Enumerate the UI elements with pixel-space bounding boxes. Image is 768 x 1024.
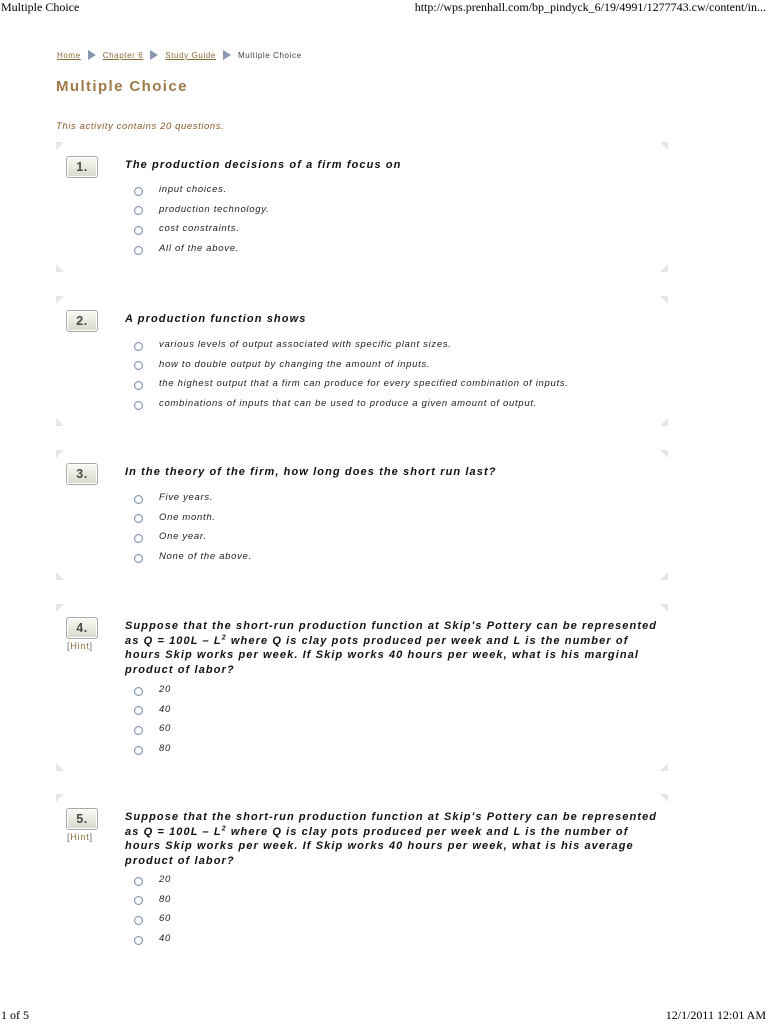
page-counter: 1 of 5 — [1, 1008, 29, 1022]
question-text-part: Suppose that the short-run production function at Skip's Pottery can be represented as Q = 100L – L — [125, 620, 658, 647]
question-number-badge: 5. — [66, 808, 98, 830]
choice-list — [134, 335, 694, 413]
choice-option[interactable] — [134, 929, 694, 949]
panel-corner — [660, 142, 668, 150]
choice-label: 60 — [159, 913, 171, 925]
choice-label: One month. — [159, 511, 216, 523]
question-text — [125, 810, 665, 868]
choice-label: 60 — [159, 723, 171, 735]
choice-label: Five years. — [159, 492, 214, 504]
radio-button[interactable] — [134, 495, 143, 504]
choice-label: various levels of output associated with specific plant sizes. — [159, 339, 452, 351]
choice-option[interactable] — [134, 394, 694, 414]
question-text — [125, 619, 665, 677]
choice-label: input choices. — [159, 184, 227, 196]
choice-label: 80 — [159, 893, 171, 905]
radio-button[interactable] — [134, 687, 143, 696]
choice-label: how to double output by changing the amount of inputs. — [159, 358, 431, 370]
page-title: Multiple Choice — [56, 78, 188, 95]
choice-list — [134, 180, 694, 258]
radio-button[interactable] — [134, 514, 143, 523]
panel-corner — [660, 296, 668, 304]
radio-button[interactable] — [134, 706, 143, 715]
choice-label: production technology. — [159, 203, 270, 215]
question-text-part: where Q is clay pots produced per week and L is the number of hours Skip works per week. If Skip works 40 hours per week, what is his marginal product of labor? — [125, 634, 640, 676]
choice-option[interactable] — [134, 508, 694, 528]
radio-button[interactable] — [134, 726, 143, 735]
question-number-badge: 4. — [66, 617, 98, 639]
choice-option[interactable] — [134, 335, 694, 355]
panel-corner — [56, 604, 64, 612]
choice-list — [134, 488, 694, 566]
radio-button[interactable] — [134, 246, 143, 255]
choice-label: cost constraints. — [159, 223, 240, 235]
hint-label: Hint — [70, 832, 90, 842]
panel-corner — [56, 418, 64, 426]
choice-option[interactable] — [134, 739, 694, 759]
radio-button[interactable] — [134, 916, 143, 925]
superscript: 2 — [221, 633, 227, 641]
choice-option[interactable] — [134, 488, 694, 508]
choice-option[interactable] — [134, 870, 694, 890]
radio-button[interactable] — [134, 877, 143, 886]
intro-text: This activity contains 20 questions. — [56, 121, 225, 132]
radio-button[interactable] — [134, 936, 143, 945]
choice-label: One year. — [159, 531, 207, 543]
question-text: The production decisions of a firm focus on — [125, 159, 402, 171]
choice-list — [134, 680, 694, 758]
choice-option[interactable] — [134, 180, 694, 200]
radio-button[interactable] — [134, 746, 143, 755]
hint-link[interactable]: [Hint] — [67, 641, 93, 651]
breadcrumb-home-link[interactable]: Home — [57, 50, 81, 60]
choice-option[interactable] — [134, 374, 694, 394]
radio-button[interactable] — [134, 187, 143, 196]
choice-option[interactable] — [134, 700, 694, 720]
choice-option[interactable] — [134, 909, 694, 929]
radio-button[interactable] — [134, 342, 143, 351]
panel-corner — [660, 264, 668, 272]
choice-option[interactable] — [134, 239, 694, 259]
hint-link[interactable]: [Hint] — [67, 832, 93, 842]
print-header-url: http://wps.prenhall.com/bp_pindyck_6/19/4991/1277743.cw/content/in... — [414, 0, 766, 14]
radio-button[interactable] — [134, 554, 143, 563]
choice-label: All of the above. — [159, 243, 240, 255]
choice-label: 20 — [159, 684, 171, 696]
panel-corner — [660, 763, 668, 771]
panel-corner — [56, 296, 64, 304]
choice-label: 40 — [159, 933, 171, 945]
choice-option[interactable] — [134, 219, 694, 239]
choice-option[interactable] — [134, 355, 694, 375]
breadcrumb-arrow-icon — [150, 50, 158, 60]
panel-corner — [56, 794, 64, 802]
breadcrumb-current: Multiple Choice — [237, 50, 302, 60]
hint-label: Hint — [70, 641, 90, 651]
question-text-part: Suppose that the short-run production function at Skip's Pottery can be represented as Q = 100L – L — [125, 811, 658, 838]
question-text-part: where Q is clay pots produced per week and L is the number of hours Skip works per week. If Skip works 40 hours per week, what is his average product of labor? — [125, 825, 634, 867]
panel-corner — [56, 763, 64, 771]
panel-corner — [56, 264, 64, 272]
superscript: 2 — [221, 824, 227, 832]
choice-option[interactable] — [134, 719, 694, 739]
radio-button[interactable] — [134, 361, 143, 370]
question-text: A production function shows — [125, 313, 307, 325]
breadcrumb-study-guide-link[interactable]: Study Guide — [165, 50, 216, 60]
choice-label: combinations of inputs that can be used to produce a given amount of output. — [159, 398, 537, 410]
print-header-title: Multiple Choice — [1, 0, 80, 14]
panel-corner — [660, 418, 668, 426]
choice-label: 40 — [159, 703, 171, 715]
panel-corner — [56, 572, 64, 580]
choice-label: 80 — [159, 743, 171, 755]
question-number-badge: 1. — [66, 156, 98, 178]
choice-option[interactable] — [134, 200, 694, 220]
radio-button[interactable] — [134, 226, 143, 235]
print-footer — [0, 1008, 768, 1024]
breadcrumb-arrow-icon — [88, 50, 96, 60]
radio-button[interactable] — [134, 206, 143, 215]
question-number-badge: 3. — [66, 463, 98, 485]
choice-label: None of the above. — [159, 551, 252, 563]
radio-button[interactable] — [134, 401, 143, 410]
radio-button[interactable] — [134, 381, 143, 390]
breadcrumb-arrow-icon — [223, 50, 231, 60]
panel-corner — [56, 142, 64, 150]
panel-corner — [660, 794, 668, 802]
print-datetime: 12/1/2011 12:01 AM — [665, 1008, 766, 1022]
choice-option[interactable] — [134, 527, 694, 547]
breadcrumb-chapter-link[interactable]: Chapter 6 — [102, 50, 144, 60]
choice-option[interactable] — [134, 680, 694, 700]
panel-corner — [56, 450, 64, 458]
print-header — [0, 0, 768, 16]
question-number-badge: 2. — [66, 310, 98, 332]
radio-button[interactable] — [134, 534, 143, 543]
choice-option[interactable] — [134, 547, 694, 567]
panel-corner — [660, 604, 668, 612]
radio-button[interactable] — [134, 896, 143, 905]
panel-corner — [660, 450, 668, 458]
question-text: In the theory of the firm, how long does the short run last? — [125, 466, 497, 478]
breadcrumb — [57, 50, 302, 60]
choice-label: the highest output that a firm can produce for every specified combination of inputs. — [159, 378, 569, 390]
choice-label: 20 — [159, 874, 171, 886]
panel-corner — [660, 572, 668, 580]
choice-option[interactable] — [134, 890, 694, 910]
choice-list — [134, 870, 694, 948]
